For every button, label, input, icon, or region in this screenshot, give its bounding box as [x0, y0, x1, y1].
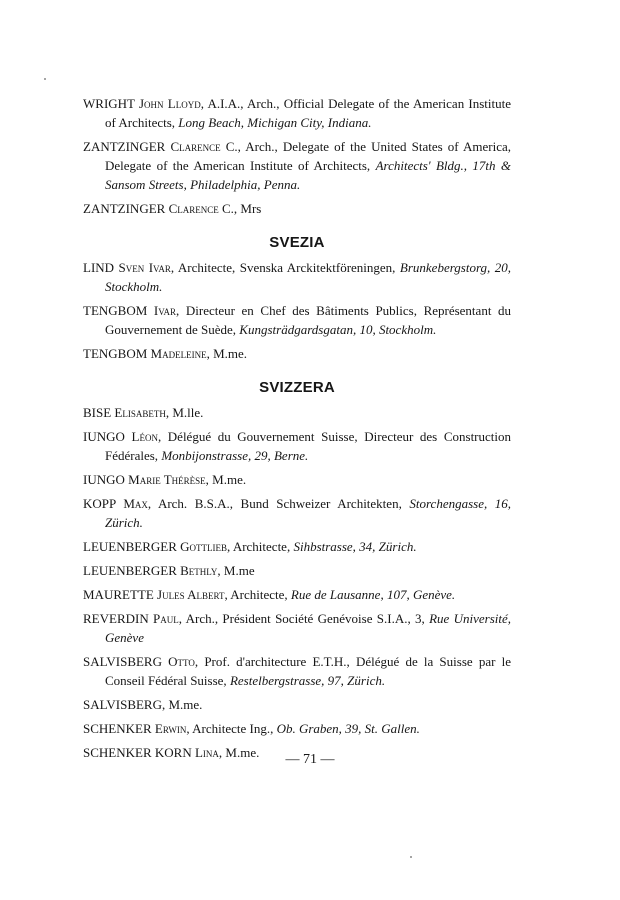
surname: TENGBOM — [83, 303, 148, 318]
address: Ob. Graben, 39, St. Gallen. — [276, 721, 420, 736]
member-entry — [83, 494, 511, 532]
entry-details: , Architecte, — [224, 587, 291, 602]
entry-details: , M.me. — [205, 472, 247, 487]
address: Rue de Lausanne, 107, Genève. — [290, 587, 456, 602]
given-name: John Lloyd — [138, 96, 201, 111]
surname: ZANTZINGER — [83, 139, 166, 154]
entry-details: , M.me — [217, 563, 255, 578]
given-name: Sven Ivar — [118, 260, 171, 275]
member-entry — [83, 427, 511, 465]
given-name: Bethly — [180, 563, 218, 578]
page-number: — 71 — — [285, 752, 335, 767]
address: Sihbstrasse, 34, Zürich. — [293, 539, 417, 554]
member-entry — [83, 403, 511, 422]
member-entry — [83, 137, 511, 194]
entry-details: , Architecte, Svenska Arckitektföreningen, — [170, 260, 400, 275]
print-speck — [410, 856, 412, 858]
member-entry — [83, 258, 511, 296]
surname: WRIGHT — [83, 96, 135, 111]
surname: TENGBOM — [83, 346, 148, 361]
surname: BISE — [83, 405, 112, 420]
given-name: Paul — [153, 611, 179, 626]
surname: IUNGO — [83, 429, 125, 444]
entry-details: , M.me. — [218, 745, 260, 760]
member-entry — [83, 652, 511, 690]
given-name: Clarence C. — [170, 139, 238, 154]
given-name: Madeleine — [150, 346, 207, 361]
surname: IUNGO — [83, 472, 125, 487]
given-name: Max — [123, 496, 148, 511]
address: Monbijonstrasse, 29, Berne. — [161, 448, 309, 463]
member-entry — [83, 537, 511, 556]
address: Long Beach, Michigan City, Indiana. — [178, 115, 372, 130]
entry-details: , M.lle. — [165, 405, 204, 420]
entry-details: , Prof. d'architecture E.T.H., Délégué de la Suisse par le Conseil Fédéral Suisse, — [105, 654, 511, 688]
given-name: Marie Thérèse — [128, 472, 206, 487]
surname: SCHENKER KORN — [83, 745, 192, 760]
member-entry — [83, 470, 511, 489]
member-list — [83, 94, 511, 767]
given-name: Gottlieb — [180, 539, 228, 554]
section-title: SVIZZERA — [259, 379, 335, 396]
member-entry — [83, 695, 511, 714]
address: Kungsträdgardsgatan, 10, Stockholm. — [239, 322, 437, 337]
given-name: Jules Albert — [157, 587, 225, 602]
entry-details: , Mrs — [233, 201, 262, 216]
member-entry — [83, 585, 511, 604]
entry-details: , Arch., Delegate of the United States of America, Delegate of the American Institute of Architects, — [105, 139, 511, 173]
member-entry — [83, 199, 511, 218]
given-name: Otto — [168, 654, 195, 669]
entry-details: , M.me. — [161, 697, 203, 712]
surname: SALVISBERG — [83, 697, 162, 712]
address: Brunkebergstorg, 20, Stockholm. — [105, 260, 512, 294]
given-name: Léon — [131, 429, 158, 444]
given-name: Ivar — [153, 303, 177, 318]
entry-details: , Directeur en Chef des Bâtiments Publics, Représentant du Gouvernement de Suède, — [105, 303, 512, 337]
surname: REVERDIN — [83, 611, 149, 626]
member-entry — [83, 94, 511, 132]
address: Storchengasse, 16, Zürich. — [105, 496, 512, 530]
given-name: Elisabeth — [114, 405, 166, 420]
given-name: Erwin — [154, 721, 187, 736]
entry-details: , Architecte Ing., — [186, 721, 277, 736]
entry-details: , A.I.A., Arch., Official Delegate of the American Institute of Architects, — [105, 96, 512, 130]
surname: KOPP — [83, 496, 116, 511]
surname: LEUENBERGER — [83, 563, 177, 578]
address: Architects' Bldg., 17th & Sansom Streets, Philadelphia, Penna. — [105, 158, 512, 192]
entry-details: , M.me. — [206, 346, 248, 361]
surname: MAURETTE — [83, 587, 154, 602]
address: Rue Université, Genève — [105, 611, 512, 645]
surname: SALVISBERG — [83, 654, 162, 669]
entry-details: , Arch., Président Société Genévoise S.I.A., 3, — [178, 611, 430, 626]
print-speck — [44, 78, 46, 80]
surname: LEUENBERGER — [83, 539, 177, 554]
given-name: Lina — [194, 745, 219, 760]
section-title: SVEZIA — [269, 234, 325, 251]
entry-details: , Arch. B.S.A., Bund Schweizer Architekten, — [147, 496, 410, 511]
surname: ZANTZINGER — [83, 201, 166, 216]
surname: LIND — [83, 260, 115, 275]
member-entry — [83, 344, 511, 363]
entry-details: , Délégué du Gouvernement Suisse, Directeur des Construction Fédérales, — [105, 429, 511, 463]
address: Restelbergstrasse, 97, Zürich. — [229, 673, 386, 688]
member-entry — [83, 719, 511, 738]
member-entry — [83, 561, 511, 580]
member-entry — [83, 609, 511, 647]
entry-details: , Architecte, — [227, 539, 294, 554]
member-entry — [83, 301, 511, 339]
given-name: Clarence C. — [168, 201, 234, 216]
surname: SCHENKER — [83, 721, 152, 736]
